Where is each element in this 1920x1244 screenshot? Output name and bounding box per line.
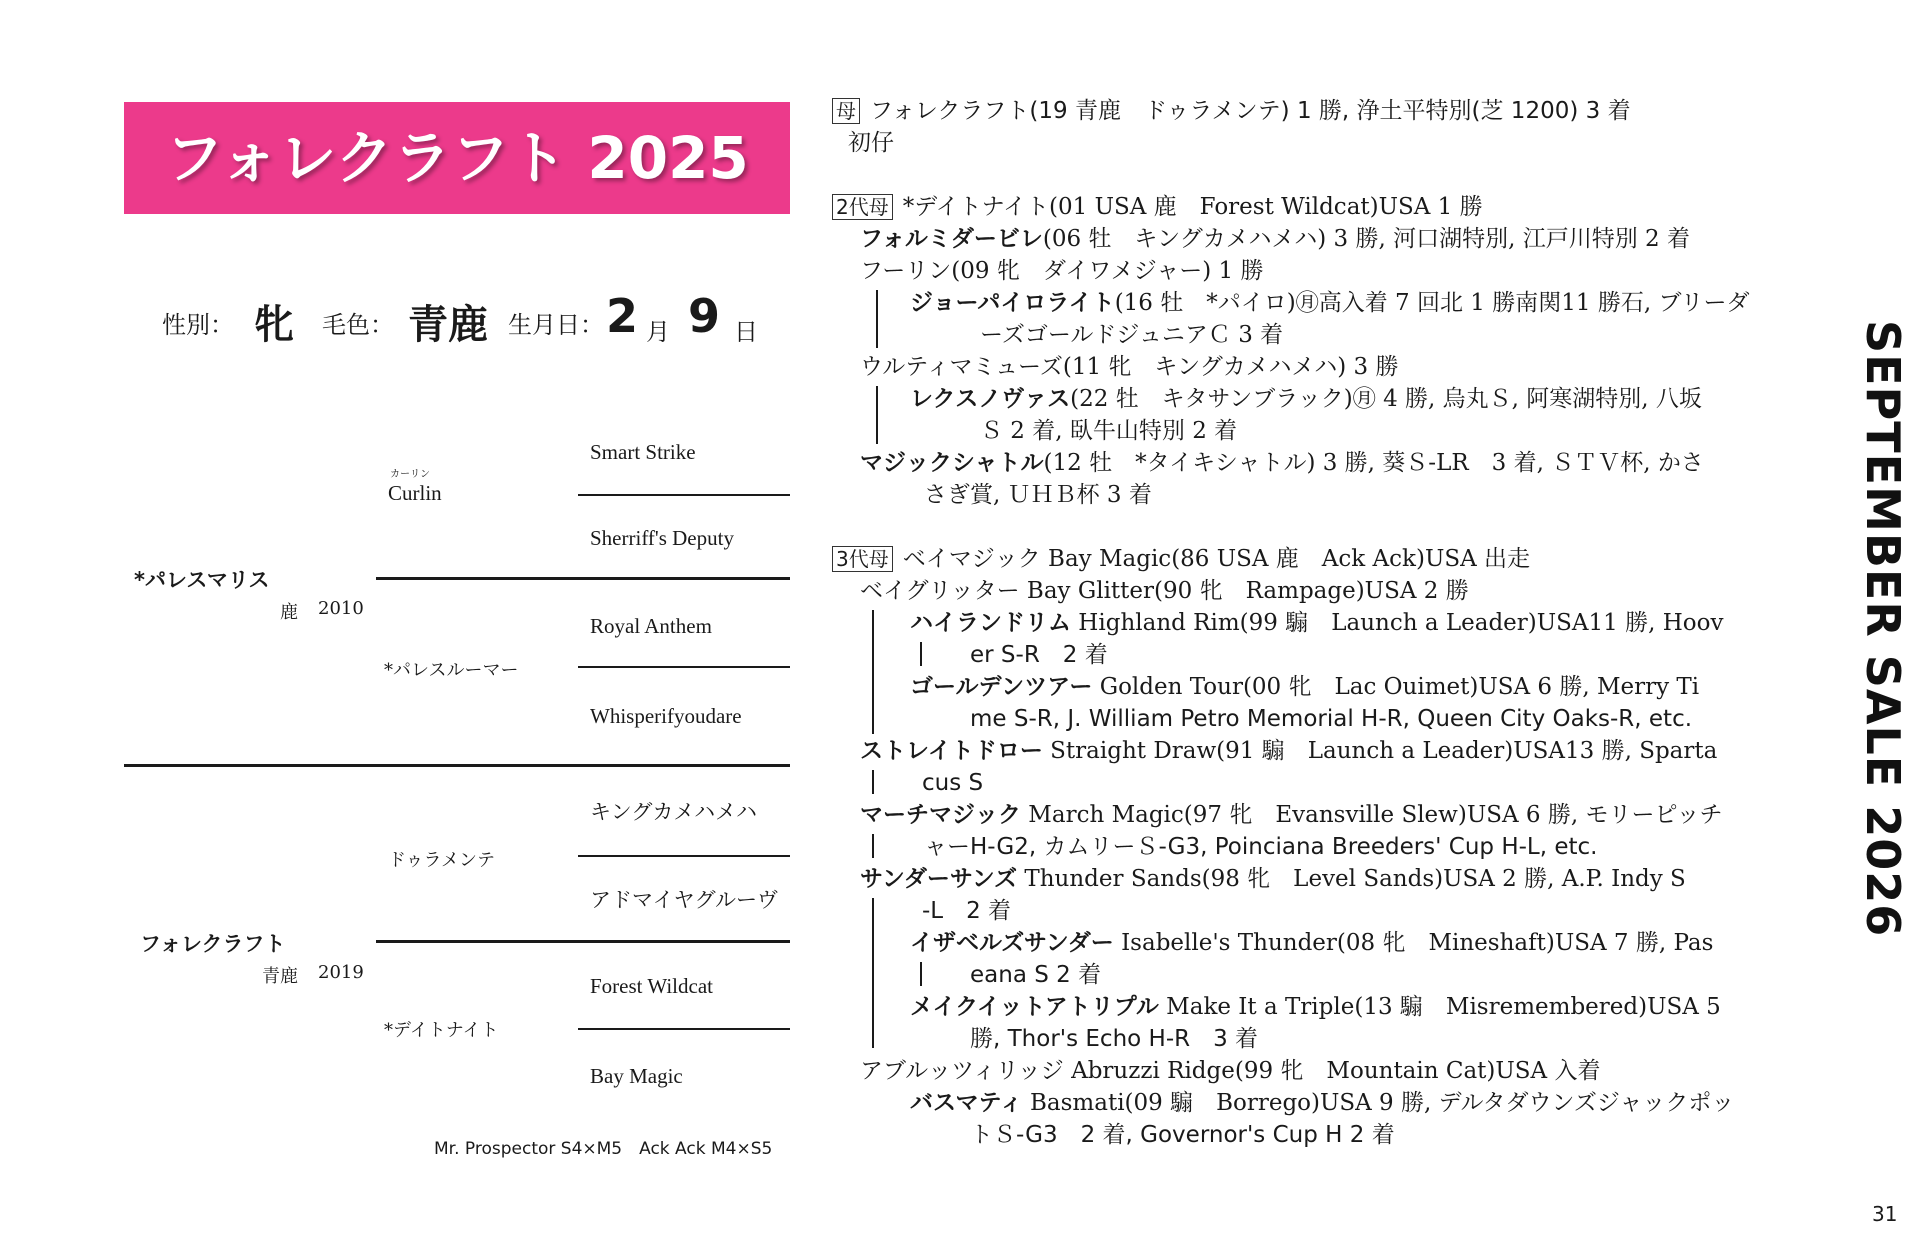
lineage-bar — [876, 290, 878, 348]
lineage-bar — [920, 642, 922, 666]
page-number: 31 — [1872, 1202, 1898, 1226]
ped-gen3-name: アドマイヤグルーヴ — [590, 888, 778, 912]
family-line: *デイトナイト(01 USA 鹿 Forest Wildcat)USA 1 勝 — [902, 194, 1483, 220]
birth-month: 2 — [606, 289, 639, 343]
lineage-bar — [872, 770, 874, 794]
ped-gen3-name: Forest Wildcat — [590, 974, 713, 998]
ped-divider — [578, 1028, 790, 1030]
family-line: 勝, Thor's Echo H-R 3 着 — [970, 1026, 1259, 1052]
ped-gen3-name: Sherriff's Deputy — [590, 526, 734, 550]
title-banner — [124, 102, 790, 214]
ped-dam: フォレクラフト — [140, 932, 286, 956]
day-unit: 日 — [734, 318, 758, 346]
family-line: er S-R 2 着 — [970, 642, 1108, 668]
family-line: サンダーサンズ Thunder Sands(98 牝 Level Sands)USA 2 勝, A.P. Indy S — [860, 866, 1686, 892]
ped-sire-dam: *パレスルーマー — [384, 660, 519, 681]
family-line: ストレイトドロー Straight Draw(91 騸 Launch a Leader)USA13 勝, Sparta — [860, 738, 1718, 764]
lineage-bar — [876, 386, 878, 444]
ped-gen3-name: Smart Strike — [590, 440, 696, 464]
month-unit: 月 — [646, 318, 670, 346]
family-line: ウルティマミューズ(11 牝 キングカメハメハ) 3 勝 — [860, 354, 1399, 380]
family-line: アブルッツィリッジ Abruzzi Ridge(99 牝 Mountain Cat)USA 入着 — [860, 1058, 1601, 1084]
third-dam-label: 3代母 — [832, 546, 893, 572]
dam-label: 母 — [832, 98, 860, 124]
page-title: フォレクラフト 2025 — [165, 124, 749, 192]
family-line: eana S 2 着 — [970, 962, 1102, 988]
ped-sire-color: 鹿 — [280, 602, 298, 623]
family-line: バスマティ Basmati(09 騸 Borrego)USA 9 勝, デルタダウンズジャックポッ — [910, 1090, 1735, 1116]
sex-value: 牝 — [254, 302, 294, 348]
ped-ruby: カーリン — [390, 469, 430, 480]
second-dam-label: 2代母 — [832, 194, 893, 220]
family-line: イザベルズサンダー Isabelle's Thunder(08 牝 Mineshaft)USA 7 勝, Pas — [910, 930, 1714, 956]
family-line: ベイグリッター Bay Glitter(90 牝 Rampage)USA 2 勝 — [860, 578, 1469, 604]
second-dam-record — [832, 192, 1483, 222]
dam-line: フォレクラフト(19 青鹿 ドゥラメンテ) 1 勝, 浄土平特別(芝 1200) 3 着 — [870, 98, 1631, 124]
family-line: マーチマジック March Magic(97 牝 Evansville Slew)USA 6 勝, モリーピッチ — [860, 802, 1723, 828]
ped-gen3-name: Royal Anthem — [590, 614, 712, 638]
family-line: トＳ-G3 2 着, Governor's Cup H 2 着 — [970, 1122, 1395, 1148]
ped-dam-sire: ドゥラメンテ — [388, 850, 496, 871]
ped-gen3-name: Bay Magic — [590, 1064, 683, 1088]
family-line: フーリン(09 牝 ダイワメジャー) 1 勝 — [860, 258, 1264, 284]
family-line: さぎ賞, ＵＨＢ杯 3 着 — [924, 482, 1152, 508]
family-line: レクスノヴァス(22 牡 キタサンブラック)㊊ 4 勝, 烏丸Ｓ, 阿寒湖特別, 八坂 — [910, 386, 1702, 412]
lineage-bar — [920, 962, 922, 986]
ped-sire-year: 2010 — [318, 598, 364, 619]
family-line: マジックシャトル(12 牡 *タイキシャトル) 3 勝, 葵Ｓ-LR 3 着, ＳＴＶ杯, かさ — [860, 450, 1704, 476]
color-label: 毛色： — [322, 311, 394, 339]
lineage-bar — [872, 834, 874, 858]
family-line: ーズゴールドジュニアＣ 3 着 — [980, 322, 1284, 348]
family-line: ジョーパイロライト(16 牡 *パイロ)㊊高入着 7 回北 1 勝南関11 勝石, ブリーダ — [910, 290, 1750, 316]
family-line: -L 2 着 — [922, 898, 1012, 924]
birth-day: 9 — [688, 289, 721, 343]
ped-divider — [124, 764, 790, 767]
ped-divider — [578, 494, 790, 496]
ped-dam-dam: *デイトナイト — [384, 1020, 499, 1041]
dam-record — [832, 96, 1631, 126]
birth-label: 生月日： — [508, 311, 604, 339]
family-line: ャーH-G2, カムリーＳ-G3, Poinciana Breeders' Cup H-L, etc. — [924, 834, 1598, 860]
family-line: ベイマジック Bay Magic(86 USA 鹿 Ack Ack)USA 出走 — [902, 546, 1531, 572]
lineage-bar — [872, 610, 874, 734]
family-line: me S-R, J. William Petro Memorial H-R, Queen City Oaks-R, etc. — [970, 706, 1693, 732]
ped-gen3-name: キングカメハメハ — [590, 800, 757, 824]
ped-gen3-name: Whisperifyoudare — [590, 704, 742, 728]
family-line: cus S — [922, 770, 984, 796]
sex-label: 性別： — [162, 311, 234, 339]
dam-note: 初仔 — [848, 130, 894, 156]
family-line: ゴールデンツアー Golden Tour(00 牝 Lac Ouimet)USA 6 勝, Merry Ti — [910, 674, 1700, 700]
ped-dam-color: 青鹿 — [262, 966, 298, 987]
ped-dam-year: 2019 — [318, 962, 364, 983]
family-line: メイクイットアトリプル Make It a Triple(13 騸 Misremembered)USA 5 — [910, 994, 1721, 1020]
ped-divider — [376, 940, 790, 943]
family-line: Ｓ 2 着, 臥牛山特別 2 着 — [980, 418, 1238, 444]
ped-divider — [376, 577, 790, 580]
sale-caption: SEPTEMBER SALE 2026 — [1856, 320, 1910, 938]
ped-sire-sire: Curlin — [388, 481, 442, 505]
family-line: フォルミダービレ(06 牡 キングカメハメハ) 3 勝, 河口湖特別, 江戸川特別 2 着 — [860, 226, 1690, 252]
color-value: 青鹿 — [408, 302, 488, 348]
family-line: ハイランドリム Highland Rim(99 騸 Launch a Leader)USA11 勝, Hoov — [910, 610, 1724, 636]
ped-divider — [578, 855, 790, 857]
third-dam-record — [832, 544, 1530, 574]
ped-sire: *パレスマリス — [134, 568, 270, 592]
ped-divider — [578, 666, 790, 668]
lineage-bar — [872, 898, 874, 1048]
inbreeding-note: Mr. Prospector S4×M5 Ack Ack M4×S5 — [434, 1139, 773, 1159]
